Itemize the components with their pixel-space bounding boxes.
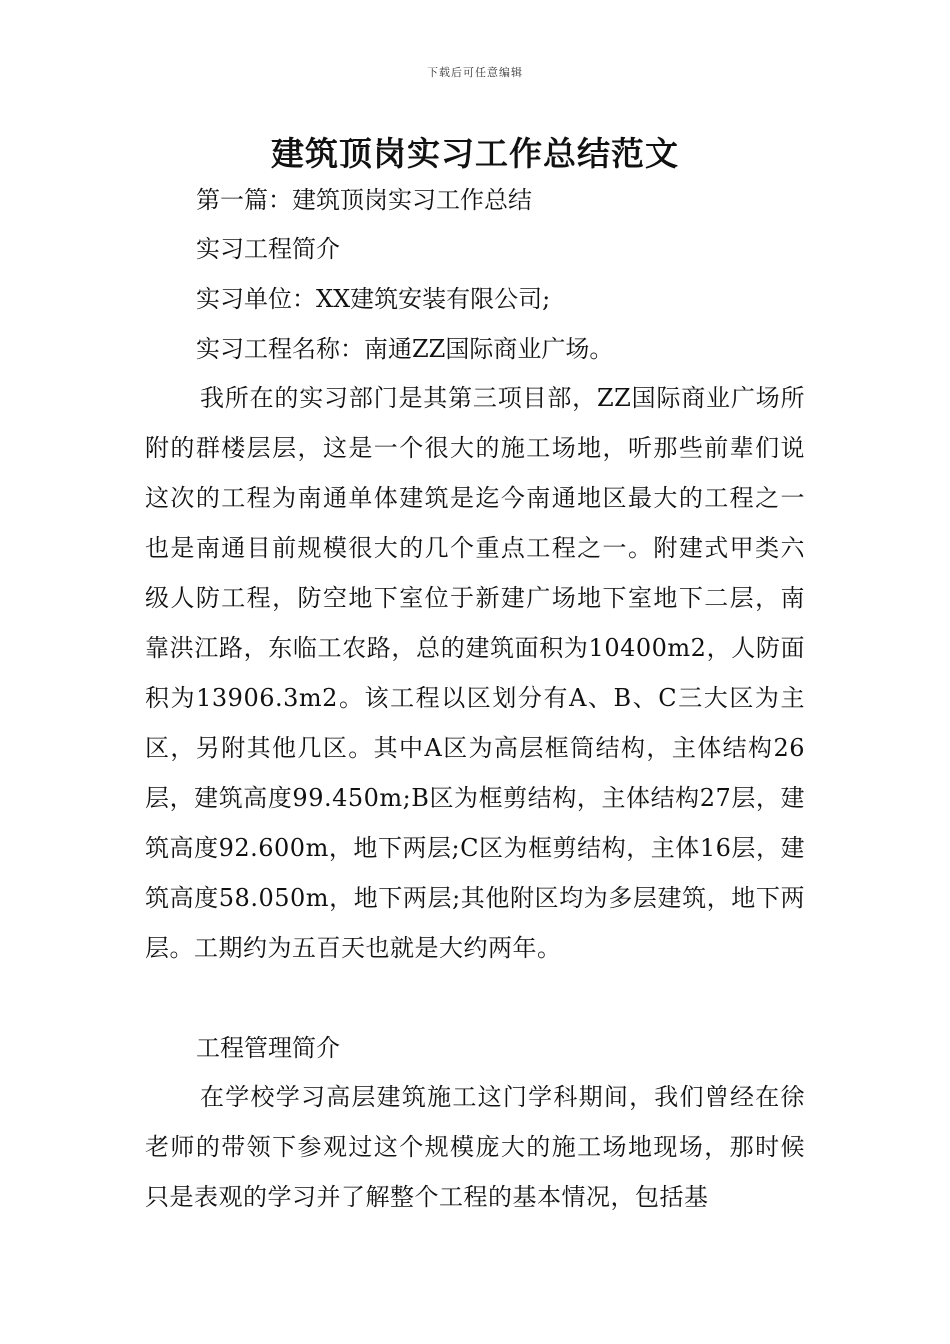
chapter-heading: 第一篇：建筑顶岗实习工作总结 (196, 186, 532, 214)
internship-unit-line: 实习单位：XX建筑安装有限公司; (196, 285, 551, 313)
document-title: 建筑顶岗实习工作总结范文 (271, 134, 679, 173)
section-heading-management-intro: 工程管理简介 (196, 1034, 340, 1062)
section-heading-project-intro: 实习工程简介 (196, 235, 340, 263)
paragraph-project-description: 我所在的实习部门是其第三项目部，ZZ国际商业广场所附的群楼层层，这是一个很大的施工场地，听那些前辈们说这次的工程为南通单体建筑是迄今南通地区最大的工程之一也是南通目前规模很大的几个重点工程之一。附建式甲类六级人防工程，防空地下室位于新建广场地下室地下二层，南靠洪江路，东临工农路，总的建筑面积为10400m2，人防面积为13906.3m2。该工程以区划分有A、B、C三大区为主区，另附其他几区。其中A区为高层框筒结构，主体结构26层，建筑高度99.450m;B区为框剪结构，主体结构27层，建筑高度92.600m，地下两层;C区为框剪结构，主体16层，建筑高度58.050m，地下两层;其他附区均为多层建筑，地下两层。工期约为五百天也就是大约两年。 (145, 384, 805, 962)
header-note: 下载后可任意编辑 (427, 66, 523, 79)
project-name-line: 实习工程名称：南通ZZ国际商业广场。 (196, 335, 614, 363)
paragraph-management-description: 在学校学习高层建筑施工这门学科期间，我们曾经在徐老师的带领下参观过这个规模庞大的施工场地现场，那时候只是表观的学习并了解整个工程的基本情况，包括基 (145, 1083, 805, 1211)
